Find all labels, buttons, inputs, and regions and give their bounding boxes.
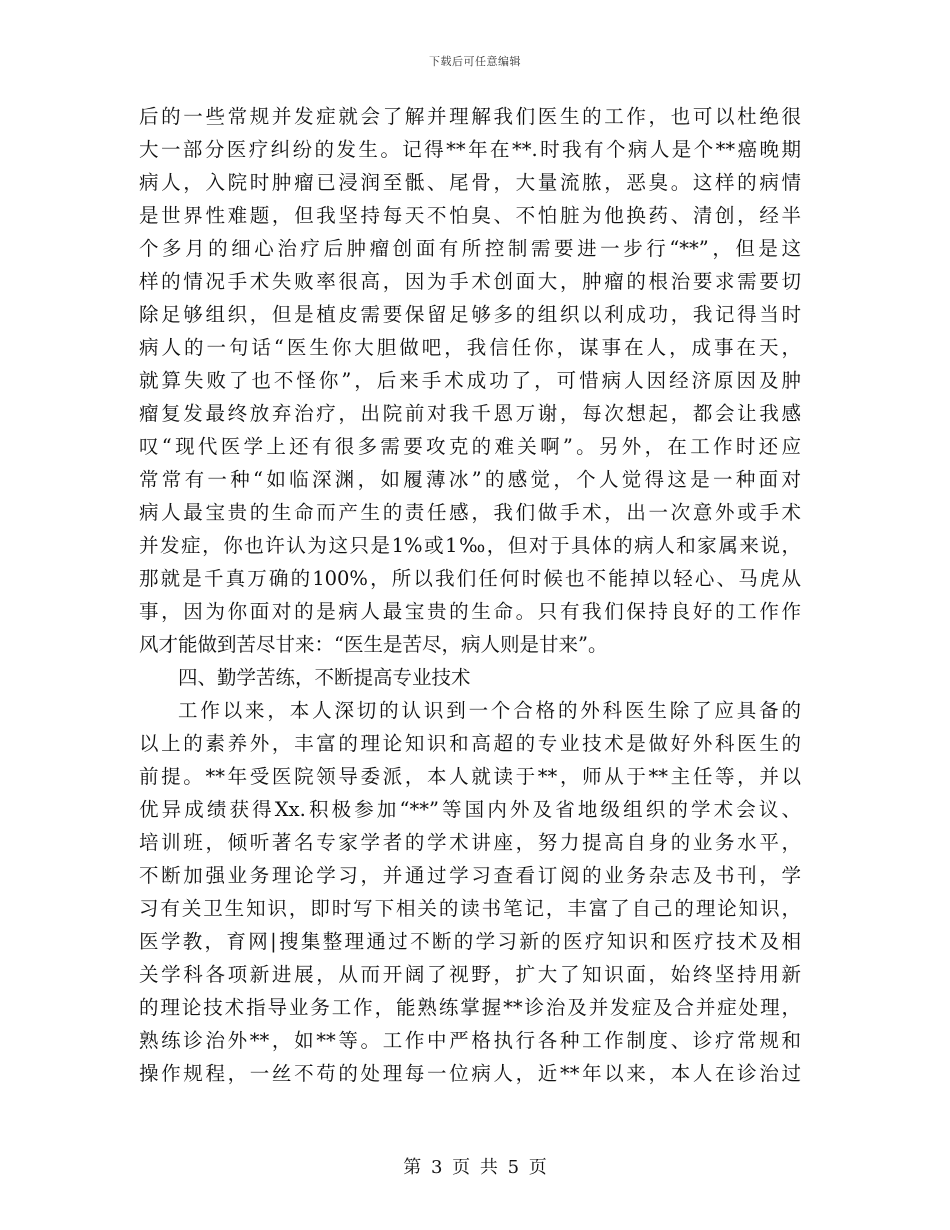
body-line: 不断加强业务理论学习，并通过学习查看订阅的业务杂志及书刊，学 bbox=[139, 864, 801, 887]
body-line: 的理论技术指导业务工作，能熟练掌握**诊治及并发症及合并症处理， bbox=[139, 996, 801, 1019]
body-line: 除足够组织，但是植皮需要保留足够多的组织以利成功，我记得当时 bbox=[139, 303, 801, 326]
body-line: 医学教，育网|搜集整理通过不断的学习新的医疗知识和医疗技术及相 bbox=[139, 930, 801, 953]
body-line: 后的一些常规并发症就会了解并理解我们医生的工作，也可以杜绝很 bbox=[139, 105, 801, 128]
body-line: 事，因为你面对的是病人最宝贵的生命。只有我们保持良好的工作作 bbox=[139, 600, 801, 623]
paragraph-first-line: 工作以来，本人深切的认识到一个合格的外科医生除了应具备的 bbox=[178, 699, 801, 722]
body-line: 常常有一种“如临深渊，如履薄冰”的感觉，个人觉得这是一种面对 bbox=[139, 468, 801, 491]
body-line: 前提。**年受医院领导委派，本人就读于**，师从于**主任等，并以 bbox=[139, 765, 801, 788]
body-line: 操作规程，一丝不苟的处理每一位病人，近**年以来，本人在诊治过 bbox=[139, 1062, 801, 1085]
document-body bbox=[139, 100, 801, 1090]
body-line: 并发症，你也许认为这只是1%或1‰，但对于具体的病人和家属来说， bbox=[139, 534, 801, 557]
body-line: 关学科各项新进展，从而开阔了视野，扩大了知识面，始终坚持用新 bbox=[139, 963, 801, 986]
body-line: 大一部分医疗纠纷的发生。记得**年在**.时我有个病人是个**癌晚期 bbox=[139, 138, 801, 161]
body-line: 病人的一句话“医生你大胆做吧，我信任你，谋事在人，成事在天， bbox=[139, 336, 801, 359]
body-line: 病人，入院时肿瘤已浸润至骶、尾骨，大量流脓，恶臭。这样的病情 bbox=[139, 171, 801, 194]
body-line: 样的情况手术失败率很高，因为手术创面大，肿瘤的根治要求需要切 bbox=[139, 270, 801, 293]
page-number-footer: 第 3 页 共 5 页 bbox=[403, 1157, 547, 1178]
body-line: 熟练诊治外**，如**等。工作中严格执行各种工作制度、诊疗常规和 bbox=[139, 1029, 801, 1052]
body-line: 病人最宝贵的生命而产生的责任感，我们做手术，出一次意外或手术 bbox=[139, 501, 801, 524]
body-line: 是世界性难题，但我坚持每天不怕臭、不怕脏为他换药、清创，经半 bbox=[139, 204, 801, 227]
body-line: 叹“现代医学上还有很多需要攻克的难关啊”。另外，在工作时还应 bbox=[139, 435, 801, 458]
body-line: 瘤复发最终放弃治疗，出院前对我千恩万谢，每次想起，都会让我感 bbox=[139, 402, 801, 425]
body-line: 那就是千真万确的100%，所以我们任何时候也不能掉以轻心、马虎从 bbox=[139, 567, 801, 590]
section-heading: 四、勤学苦练，不断提高专业技术 bbox=[178, 666, 471, 689]
body-line: 风才能做到苦尽甘来：“医生是苦尽，病人则是甘来”。 bbox=[139, 633, 608, 656]
body-line: 优异成绩获得Xx.积极参加“**”等国内外及省地级组织的学术会议、 bbox=[139, 798, 801, 821]
body-line: 以上的素养外，丰富的理论知识和高超的专业技术是做好外科医生的 bbox=[139, 732, 801, 755]
body-line: 就算失败了也不怪你”，后来手术成功了，可惜病人因经济原因及肿 bbox=[139, 369, 801, 392]
page-header: 下载后可任意编辑 bbox=[429, 55, 521, 68]
body-line: 习有关卫生知识，即时写下相关的读书笔记，丰富了自己的理论知识， bbox=[139, 897, 801, 920]
body-line: 培训班，倾听著名专家学者的学术讲座，努力提高自身的业务水平， bbox=[139, 831, 801, 854]
body-line: 个多月的细心治疗后肿瘤创面有所控制需要进一步行“**”，但是这 bbox=[139, 237, 801, 260]
